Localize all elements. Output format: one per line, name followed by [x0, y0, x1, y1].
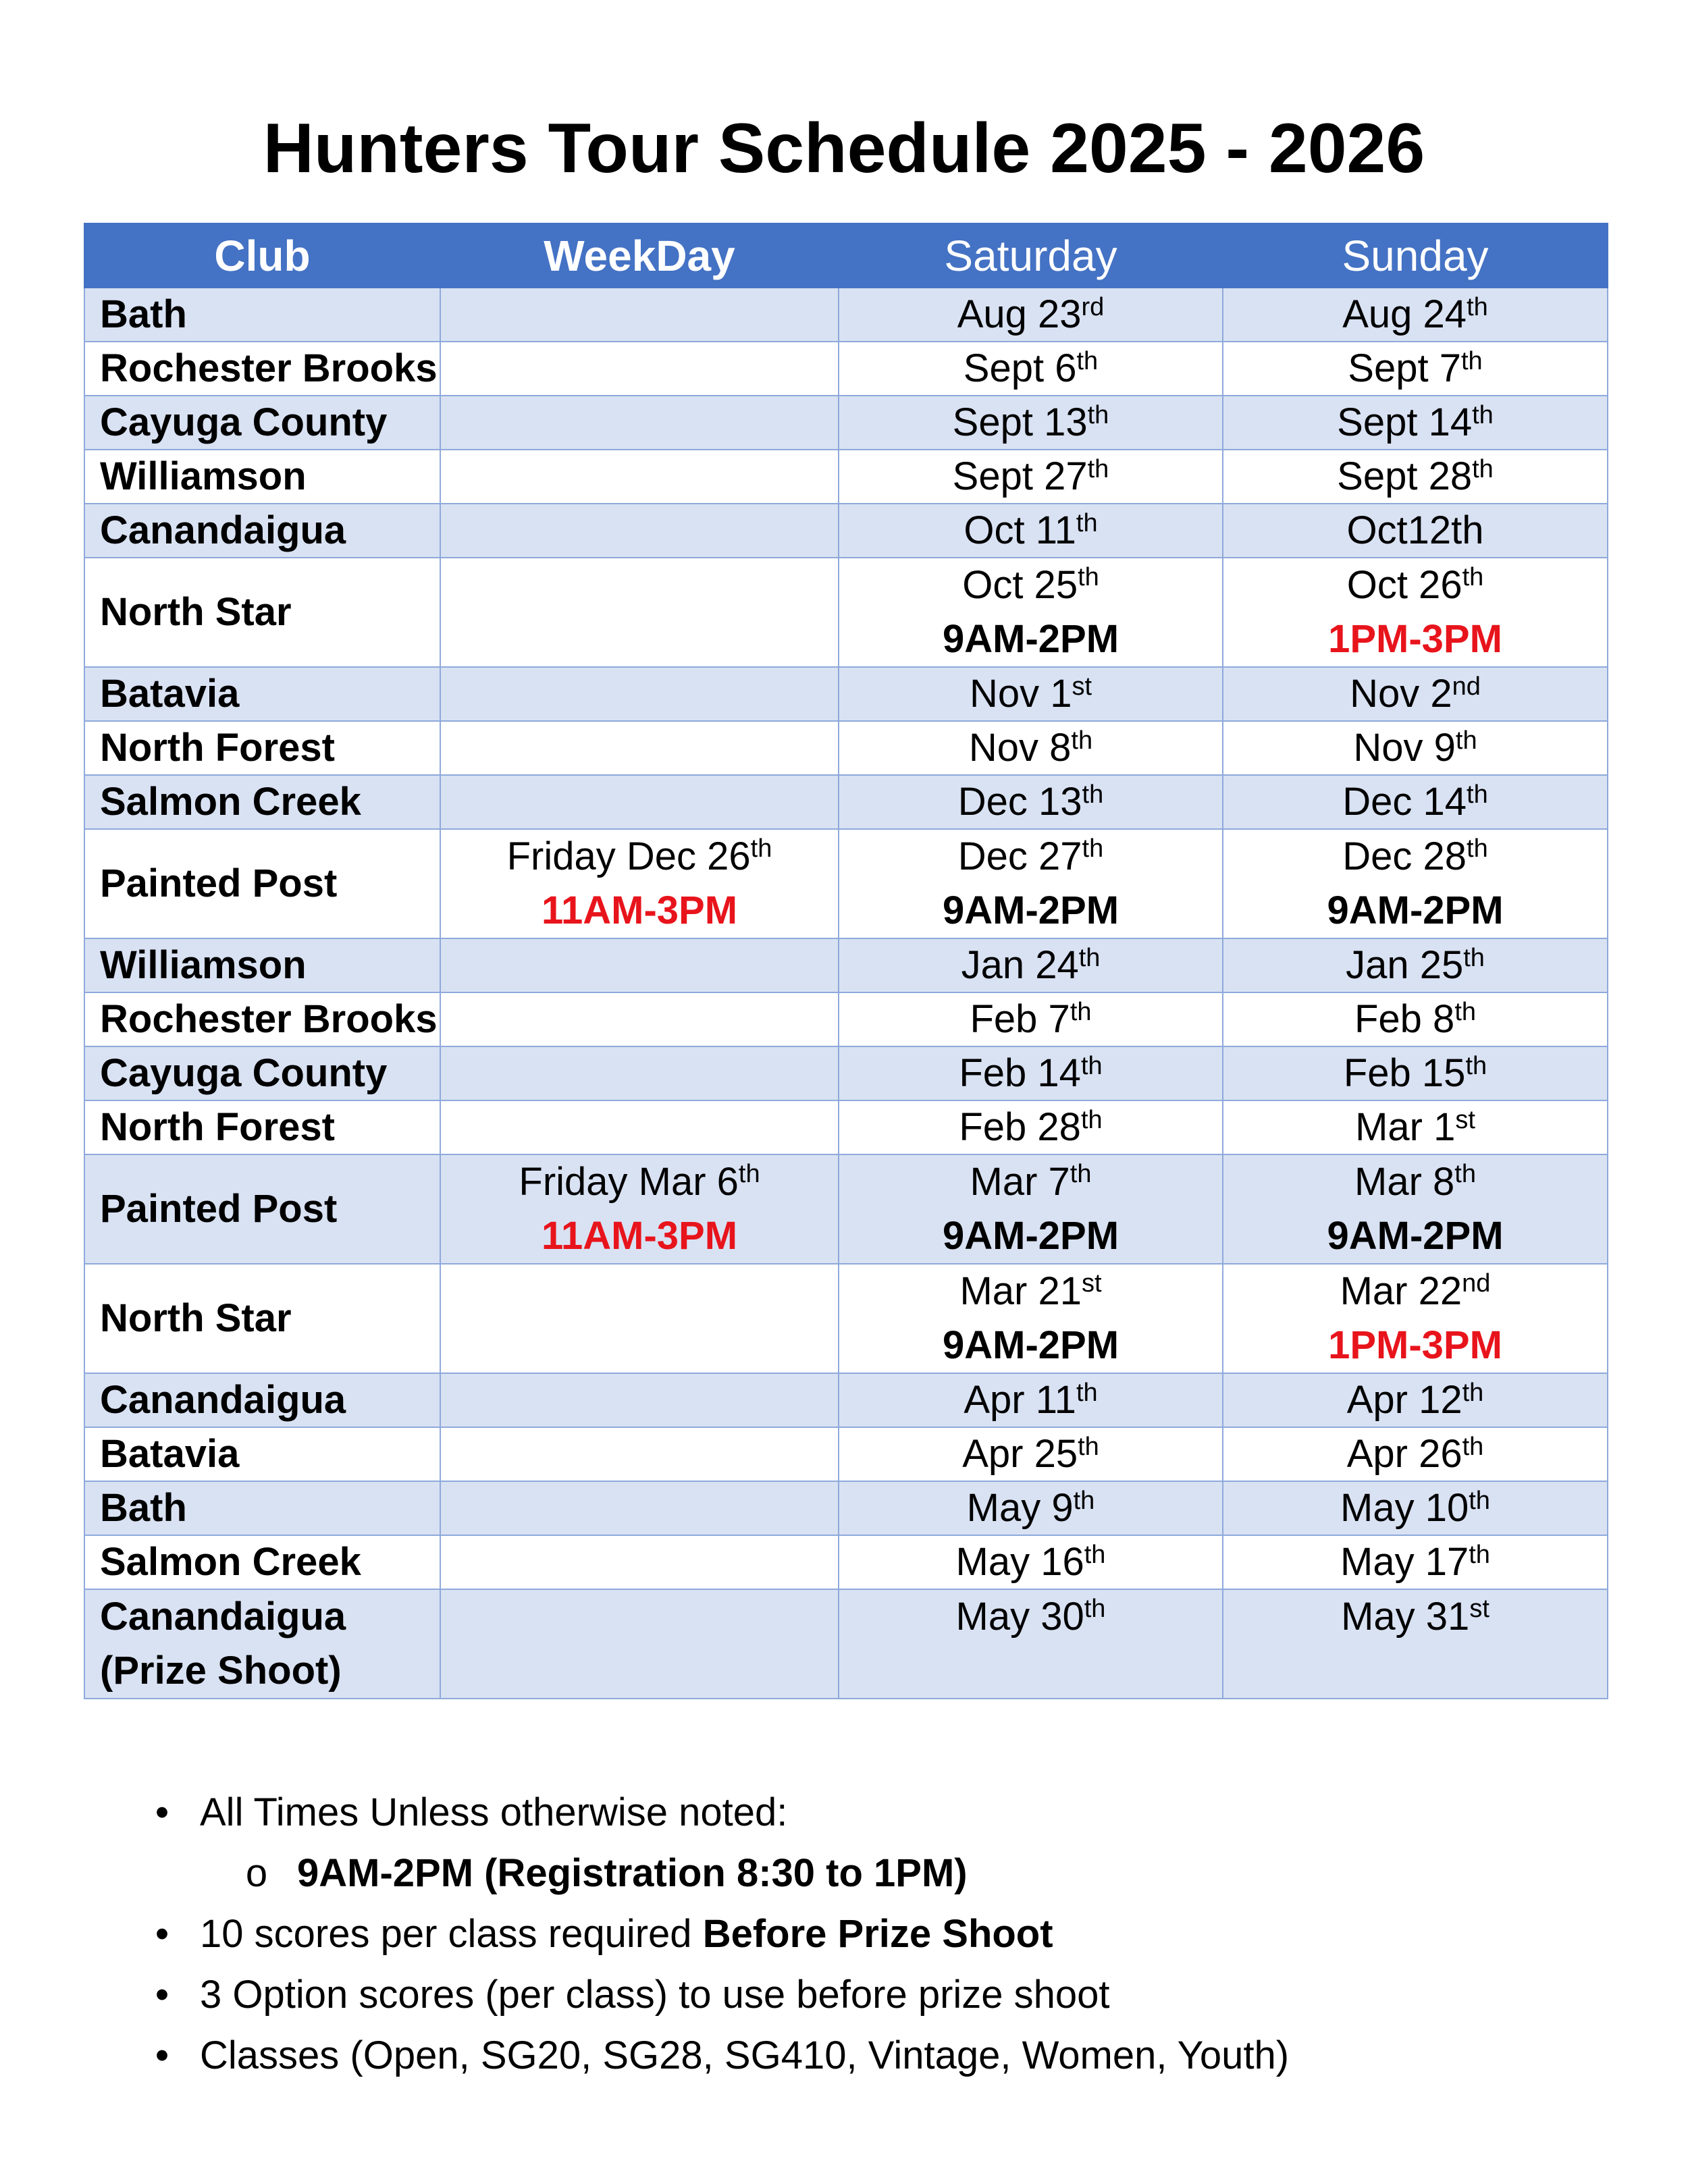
sunday-cell — [1223, 1427, 1608, 1481]
table-row — [84, 504, 1608, 558]
saturday-cell — [839, 721, 1223, 775]
date-line — [1346, 508, 1483, 552]
weekday-cell — [440, 775, 839, 829]
date-line — [1346, 943, 1485, 987]
saturday-cell — [839, 1535, 1223, 1589]
note-item — [149, 2025, 1566, 2086]
date-text: Oct 26 — [1346, 563, 1462, 607]
time-range: 1PM-3PM — [1328, 617, 1502, 661]
header-weekday: WeekDay — [440, 223, 839, 288]
weekday-cell — [440, 1264, 839, 1373]
time-range: 9AM-2PM — [1327, 1214, 1504, 1258]
sunday-cell — [1223, 775, 1608, 829]
page-title: Hunters Tour Schedule 2025 - 2026 — [263, 109, 1425, 188]
weekday-cell — [440, 829, 839, 938]
date-line — [953, 454, 1109, 498]
weekday-cell — [440, 992, 839, 1046]
club-name: Cayuga County — [100, 1051, 388, 1095]
saturday-cell — [839, 667, 1223, 721]
date-line — [1238, 1590, 1592, 1644]
bullet-icon: • — [155, 2033, 169, 2077]
date-text: Sept 7 — [1348, 346, 1461, 390]
weekday-cell — [440, 1589, 839, 1699]
weekday-cell — [440, 1046, 839, 1100]
saturday-cell — [839, 1373, 1223, 1427]
header-row — [84, 223, 1608, 288]
date-line — [854, 558, 1207, 612]
table-row — [84, 396, 1608, 450]
club-cell — [84, 504, 440, 558]
time-range: 11AM-3PM — [541, 1214, 738, 1258]
date-line — [1344, 1051, 1487, 1095]
weekday-cell — [440, 342, 839, 396]
date-text: Oct 25 — [962, 563, 1078, 607]
club-cell — [84, 1481, 440, 1535]
date-suffix: th — [1076, 347, 1099, 375]
table-row — [84, 829, 1608, 938]
date-line — [456, 830, 823, 884]
club-name: Cayuga County — [100, 400, 388, 444]
date-suffix: th — [1070, 998, 1092, 1026]
date-suffix: th — [1460, 347, 1483, 375]
date-text: May 9 — [966, 1486, 1074, 1530]
date-suffix: th — [1462, 1433, 1484, 1461]
date-text: Dec 14 — [1342, 780, 1467, 824]
table-row — [84, 1373, 1608, 1427]
note-item — [149, 1965, 1566, 2025]
date-text: Aug 24 — [1342, 292, 1467, 336]
club-name: Williamson — [100, 454, 307, 498]
date-text: Apr 11 — [964, 1378, 1076, 1422]
club-cell — [84, 667, 440, 721]
date-line — [1238, 1264, 1592, 1319]
date-text: Mar 8 — [1354, 1160, 1455, 1204]
weekday-cell — [440, 721, 839, 775]
saturday-cell — [839, 1100, 1223, 1154]
club-cell — [84, 829, 440, 938]
date-line — [970, 997, 1091, 1041]
circle-bullet-icon: o — [245, 1851, 268, 1895]
date-line — [964, 346, 1098, 390]
table-row — [84, 1427, 1608, 1481]
date-line — [1337, 454, 1494, 498]
date-suffix: th — [1465, 1052, 1487, 1080]
club-cell — [84, 1100, 440, 1154]
weekday-cell — [440, 1427, 839, 1481]
club-name: Williamson — [100, 943, 307, 987]
sunday-cell — [1223, 342, 1608, 396]
table-row — [84, 288, 1608, 342]
date-line — [1350, 672, 1481, 716]
note-text: Classes (Open, SG20, SG28, SG410, Vintage, Women, Youth) — [200, 2033, 1290, 2077]
date-line — [969, 726, 1092, 770]
note-emphasis: Before Prize Shoot — [702, 1912, 1053, 1956]
date-line — [1348, 346, 1482, 390]
date-line — [967, 1486, 1095, 1530]
date-text: Friday Dec 26 — [506, 834, 751, 878]
club-cell — [84, 721, 440, 775]
date-suffix: th — [1455, 726, 1477, 755]
club-name: Rochester Brooks — [100, 997, 438, 1041]
table-row — [84, 1046, 1608, 1100]
date-text: Nov 2 — [1350, 672, 1452, 716]
club-cell — [84, 1427, 440, 1481]
weekday-cell — [440, 288, 839, 342]
date-line — [1238, 1155, 1592, 1209]
weekday-cell — [440, 1100, 839, 1154]
sunday-cell — [1223, 1154, 1608, 1264]
table-row — [84, 1481, 1608, 1535]
club-name: Canandaigua — [100, 508, 346, 552]
date-text: Mar 1 — [1355, 1105, 1456, 1149]
schedule-body — [84, 288, 1608, 1699]
club-name: North Star — [100, 590, 292, 634]
saturday-cell — [839, 288, 1223, 342]
date-suffix: th — [1076, 1379, 1098, 1407]
date-text: Sept 14 — [1337, 400, 1473, 444]
date-text: Mar 21 — [959, 1269, 1082, 1313]
date-suffix: th — [750, 834, 772, 863]
date-suffix: th — [1469, 1487, 1490, 1515]
date-suffix: nd — [1452, 672, 1481, 701]
date-text: Feb 14 — [959, 1051, 1081, 1095]
club-cell — [84, 1264, 440, 1373]
date-line — [961, 943, 1101, 987]
date-text: May 10 — [1340, 1486, 1469, 1530]
saturday-cell — [839, 1264, 1223, 1373]
note-text: 9AM-2PM (Registration 8:30 to 1PM) — [297, 1851, 968, 1895]
date-suffix: th — [1087, 401, 1109, 429]
saturday-cell — [839, 396, 1223, 450]
header-saturday: Saturday — [839, 223, 1223, 288]
sunday-cell — [1223, 938, 1608, 992]
club-note: (Prize Shoot) — [100, 1649, 342, 1693]
sunday-cell — [1223, 1373, 1608, 1427]
date-line — [1340, 1540, 1490, 1584]
date-line — [964, 1378, 1097, 1422]
date-suffix: th — [1462, 563, 1484, 591]
saturday-cell — [839, 829, 1223, 938]
table-row — [84, 1589, 1608, 1699]
sunday-cell — [1223, 829, 1608, 938]
date-text: May 16 — [955, 1540, 1084, 1584]
saturday-cell — [839, 1427, 1223, 1481]
date-text: Sept 28 — [1337, 454, 1473, 498]
sunday-cell — [1223, 1046, 1608, 1100]
club-name: North Forest — [100, 1105, 335, 1149]
date-suffix: th — [1463, 944, 1485, 972]
saturday-cell — [839, 1046, 1223, 1100]
date-text: Apr 26 — [1346, 1432, 1462, 1476]
saturday-cell — [839, 1481, 1223, 1535]
date-suffix: th — [1076, 509, 1098, 537]
date-line — [1342, 780, 1487, 824]
sunday-cell — [1223, 396, 1608, 450]
date-suffix: th — [1087, 455, 1109, 483]
table-row — [84, 1100, 1608, 1154]
date-line — [970, 672, 1092, 716]
club-name: Painted Post — [100, 1187, 338, 1231]
date-suffix: th — [1469, 1541, 1490, 1569]
time-range: 9AM-2PM — [942, 1214, 1119, 1258]
notes-list — [149, 1782, 1566, 2086]
date-suffix: th — [1073, 1487, 1095, 1515]
weekday-cell — [440, 1373, 839, 1427]
date-line — [854, 830, 1207, 884]
club-cell — [84, 1589, 440, 1699]
date-text: Nov 8 — [968, 726, 1072, 770]
date-line — [854, 1155, 1207, 1209]
date-line — [1347, 1432, 1484, 1476]
club-name: Batavia — [100, 672, 240, 716]
date-line — [964, 508, 1097, 552]
date-text: Nov 1 — [969, 672, 1072, 716]
date-line — [1340, 1486, 1490, 1530]
table-row — [84, 721, 1608, 775]
date-text: Sept 13 — [952, 400, 1088, 444]
weekday-cell — [440, 450, 839, 504]
date-text: Mar 22 — [1340, 1269, 1462, 1313]
date-text: Jan 24 — [961, 943, 1079, 987]
date-text: Dec 27 — [957, 834, 1082, 878]
weekday-cell — [440, 396, 839, 450]
date-suffix: th — [1467, 780, 1488, 809]
date-suffix: th — [1467, 293, 1488, 321]
sunday-cell — [1223, 992, 1608, 1046]
saturday-cell — [839, 450, 1223, 504]
date-suffix: st — [1469, 1595, 1489, 1623]
time-range: 9AM-2PM — [942, 617, 1119, 661]
saturday-cell — [839, 1154, 1223, 1264]
date-line — [959, 1105, 1102, 1149]
date-line — [1337, 400, 1494, 444]
date-suffix: th — [1462, 1379, 1484, 1407]
date-text: Jan 25 — [1346, 943, 1464, 987]
saturday-cell — [839, 992, 1223, 1046]
time-range: 1PM-3PM — [1328, 1323, 1502, 1367]
sunday-cell — [1223, 504, 1608, 558]
club-cell — [84, 775, 440, 829]
date-line — [456, 1155, 823, 1209]
saturday-cell — [839, 504, 1223, 558]
note-text: 10 scores per class required — [200, 1912, 703, 1956]
date-line — [959, 1051, 1102, 1095]
sunday-cell — [1223, 558, 1608, 667]
club-cell — [84, 288, 440, 342]
note-text: All Times Unless otherwise noted: — [200, 1790, 788, 1834]
date-line — [854, 1264, 1207, 1319]
club-name: Bath — [100, 1486, 187, 1530]
date-line — [1355, 1105, 1475, 1149]
date-text: Friday Mar 6 — [519, 1160, 739, 1204]
date-suffix: st — [1081, 1269, 1102, 1298]
date-text: Sept 6 — [963, 346, 1077, 390]
note-item — [149, 1782, 1566, 1843]
date-text: Dec 13 — [957, 780, 1082, 824]
weekday-cell — [440, 667, 839, 721]
date-line — [956, 1540, 1106, 1584]
date-text: May 31 — [1341, 1595, 1470, 1639]
bullet-icon: • — [155, 1912, 169, 1956]
date-text: Dec 28 — [1342, 834, 1467, 878]
table-row — [84, 992, 1608, 1046]
weekday-cell — [440, 504, 839, 558]
date-suffix: th — [1078, 1433, 1099, 1461]
table-row — [84, 1535, 1608, 1589]
header-sunday: Sunday — [1223, 223, 1608, 288]
saturday-cell — [839, 1589, 1223, 1699]
date-line — [1342, 292, 1488, 336]
club-cell — [84, 1535, 440, 1589]
header-club: Club — [84, 223, 440, 288]
date-suffix: th — [1080, 1106, 1103, 1134]
club-name: Bath — [100, 292, 187, 336]
weekday-cell — [440, 1154, 839, 1264]
table-row — [84, 342, 1608, 396]
date-suffix: th — [1454, 1160, 1476, 1188]
time-range: 11AM-3PM — [541, 888, 738, 932]
club-name: Salmon Creek — [100, 1540, 361, 1584]
sunday-cell — [1223, 288, 1608, 342]
date-line — [1238, 830, 1592, 884]
date-suffix: th — [1084, 1595, 1106, 1623]
date-line — [1354, 997, 1476, 1041]
weekday-cell — [440, 1535, 839, 1589]
date-suffix: th — [1078, 563, 1099, 591]
club-cell — [84, 450, 440, 504]
bullet-icon: • — [155, 1790, 169, 1834]
date-text: Feb 8 — [1354, 997, 1455, 1041]
date-text: May 17 — [1340, 1540, 1469, 1584]
date-text: Apr 12 — [1346, 1378, 1462, 1422]
weekday-cell — [440, 1481, 839, 1535]
sunday-cell — [1223, 721, 1608, 775]
note-text: 3 Option scores (per class) to use before prize shoot — [200, 1973, 1110, 2017]
club-name: North Forest — [100, 726, 335, 770]
time-range: 9AM-2PM — [1327, 888, 1504, 932]
date-suffix: rd — [1081, 293, 1105, 321]
club-name: Canandaigua — [100, 1378, 346, 1422]
date-suffix: th — [1084, 1541, 1106, 1569]
date-suffix: th — [1472, 401, 1494, 429]
weekday-cell — [440, 558, 839, 667]
schedule-table — [84, 223, 1608, 1699]
date-line — [957, 292, 1105, 336]
club-name: Salmon Creek — [100, 780, 361, 824]
date-text: Oct12th — [1346, 508, 1484, 552]
date-suffix: th — [1078, 944, 1101, 972]
date-text: Feb 15 — [1343, 1051, 1466, 1095]
date-suffix: st — [1455, 1106, 1475, 1134]
date-suffix: th — [1454, 998, 1477, 1026]
date-line — [854, 1590, 1207, 1644]
date-suffix: th — [1467, 834, 1488, 863]
table-row — [84, 938, 1608, 992]
club-cell — [84, 396, 440, 450]
club-name: Painted Post — [100, 861, 338, 905]
weekday-cell — [440, 938, 839, 992]
sunday-cell — [1223, 667, 1608, 721]
saturday-cell — [839, 558, 1223, 667]
date-text: Mar 7 — [970, 1160, 1070, 1204]
date-text: May 30 — [955, 1595, 1084, 1639]
date-suffix: th — [1080, 1052, 1103, 1080]
saturday-cell — [839, 938, 1223, 992]
sunday-cell — [1223, 1535, 1608, 1589]
date-suffix: th — [1082, 780, 1104, 809]
date-line — [1238, 558, 1592, 612]
club-cell — [84, 992, 440, 1046]
saturday-cell — [839, 342, 1223, 396]
club-cell — [84, 1046, 440, 1100]
date-suffix: th — [1071, 726, 1093, 755]
club-cell — [84, 342, 440, 396]
note-sub-item — [149, 1843, 1566, 1904]
club-name: Canandaigua — [100, 1595, 346, 1639]
club-name: Rochester Brooks — [100, 346, 438, 390]
sunday-cell — [1223, 1100, 1608, 1154]
date-text: Oct 11 — [964, 508, 1076, 552]
date-line — [1347, 1378, 1484, 1422]
club-cell — [84, 938, 440, 992]
sunday-cell — [1223, 1264, 1608, 1373]
table-row — [84, 775, 1608, 829]
date-line — [962, 1432, 1099, 1476]
table-row — [84, 1264, 1608, 1373]
date-line — [1353, 726, 1477, 770]
date-text: Nov 9 — [1353, 726, 1456, 770]
date-text: Aug 23 — [957, 292, 1082, 336]
date-text: Feb 28 — [959, 1105, 1081, 1149]
bullet-icon: • — [155, 1973, 169, 2017]
date-line — [958, 780, 1103, 824]
club-cell — [84, 558, 440, 667]
club-name: Batavia — [100, 1432, 240, 1476]
sunday-cell — [1223, 1481, 1608, 1535]
club-name: North Star — [100, 1296, 292, 1340]
date-text: Feb 7 — [970, 997, 1070, 1041]
table-row — [84, 558, 1608, 667]
saturday-cell — [839, 775, 1223, 829]
time-range: 9AM-2PM — [942, 1323, 1119, 1367]
table-row — [84, 1154, 1608, 1264]
club-cell — [84, 1154, 440, 1264]
date-suffix: th — [738, 1160, 760, 1188]
table-row — [84, 450, 1608, 504]
date-suffix: nd — [1462, 1269, 1491, 1298]
date-suffix: th — [1472, 455, 1494, 483]
date-suffix: th — [1070, 1160, 1092, 1188]
date-suffix: th — [1082, 834, 1104, 863]
table-row — [84, 667, 1608, 721]
note-item — [149, 1904, 1566, 1965]
club-cell — [84, 1373, 440, 1427]
sunday-cell — [1223, 450, 1608, 504]
date-text: Sept 27 — [952, 454, 1088, 498]
date-line — [953, 400, 1109, 444]
date-suffix: st — [1072, 672, 1092, 701]
sunday-cell — [1223, 1589, 1608, 1699]
time-range: 9AM-2PM — [942, 888, 1119, 932]
date-text: Apr 25 — [962, 1432, 1078, 1476]
